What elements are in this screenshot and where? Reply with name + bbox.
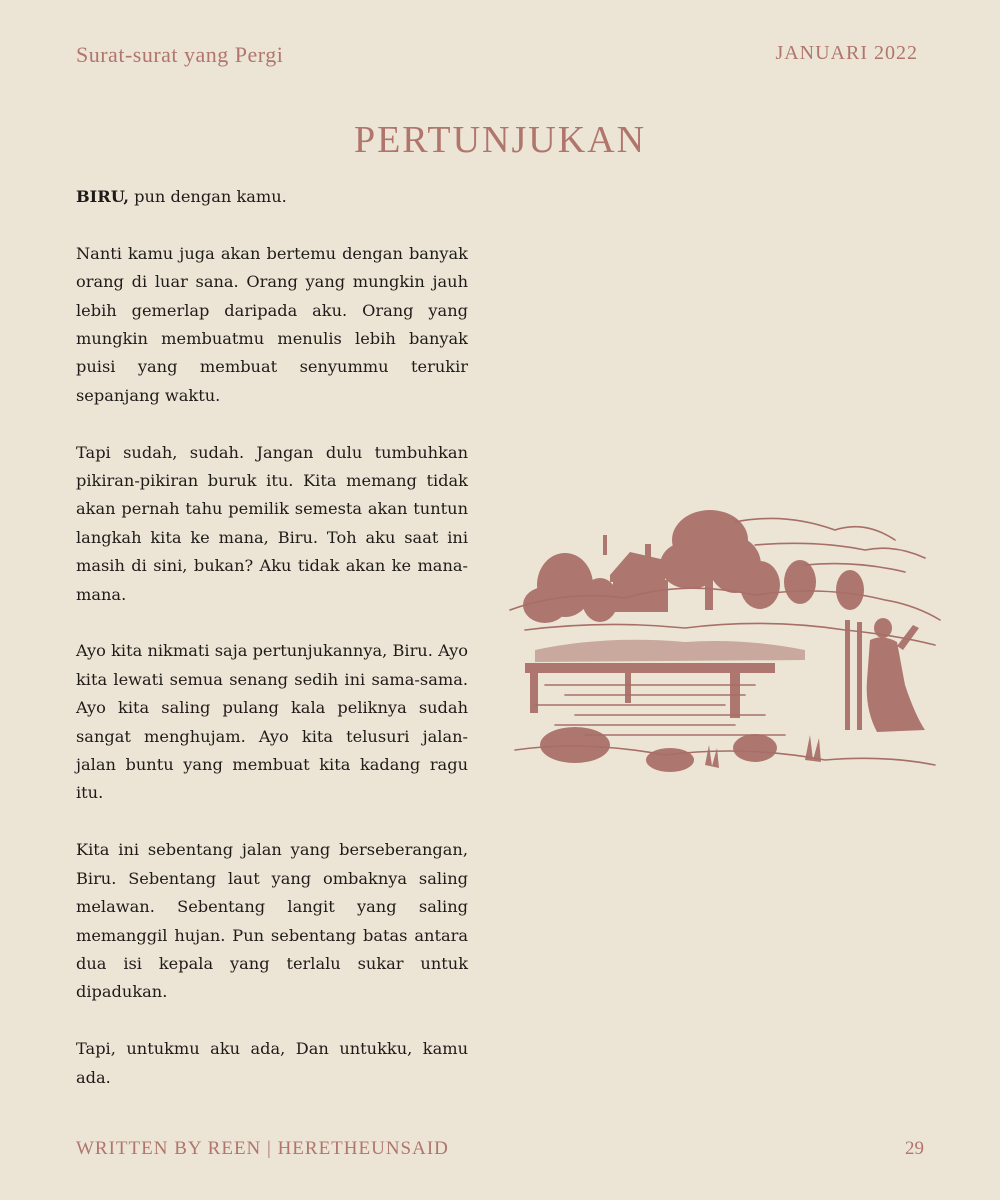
paragraph-5: Tapi, untukmu aku ada, Dan untukku, kamu ada. — [76, 1039, 468, 1087]
landscape-engraving-icon — [505, 510, 945, 780]
book-title: Surat-surat yang Pergi — [76, 42, 284, 67]
addressee-name: BIRU, — [76, 187, 129, 206]
author-credit: WRITTEN BY REEN | HERETHEUNSAID — [76, 1138, 449, 1159]
opening-line — [76, 183, 468, 211]
paragraph-4: Kita ini sebentang jalan yang berseberangan, Biru. Sebentang laut yang ombaknya saling melawan. Sebentang langit yang saling memanggil hujan. Pun sebentang batas antara dua isi kepala yang terlalu sukar untuk dipadukan. — [76, 840, 468, 1002]
paragraph-1: Nanti kamu juga akan bertemu dengan banyak orang di luar sana. Orang yang mungkin jauh lebih gemerlap daripada aku. Orang yang mungkin membuatmu menulis lebih banyak puisi yang membuat senyummu terukir sepanjang waktu. — [76, 243, 468, 405]
letter-body — [76, 183, 468, 1120]
paragraph-2: Tapi sudah, sudah. Jangan dulu tumbuhkan pikiran-pikiran buruk itu. Kita memang tidak akan pernah tahu pemilik semesta akan tuntun langkah kita ke mana, Biru. Toh aku saat ini masih di sini, bukan? Aku tidak akan ke mana-mana. — [76, 442, 468, 604]
opening-rest: pun dengan kamu. — [128, 187, 287, 206]
landscape-engraving-illustration — [505, 510, 945, 780]
issue-date: JANUARI 2022 — [775, 42, 918, 64]
page-title: PERTUNJUKAN — [353, 119, 647, 161]
page-number: 29 — [905, 1138, 924, 1159]
paragraph-3: Ayo kita nikmati saja pertunjukannya, Biru. Ayo kita lewati semua senang sedih ini sama-sama. Ayo kita saling pulang kala peliknya sudah sangat menghujam. Ayo kita telusuri jalan-jalan buntu yang membuat kita kadang ragu itu. — [76, 641, 468, 803]
